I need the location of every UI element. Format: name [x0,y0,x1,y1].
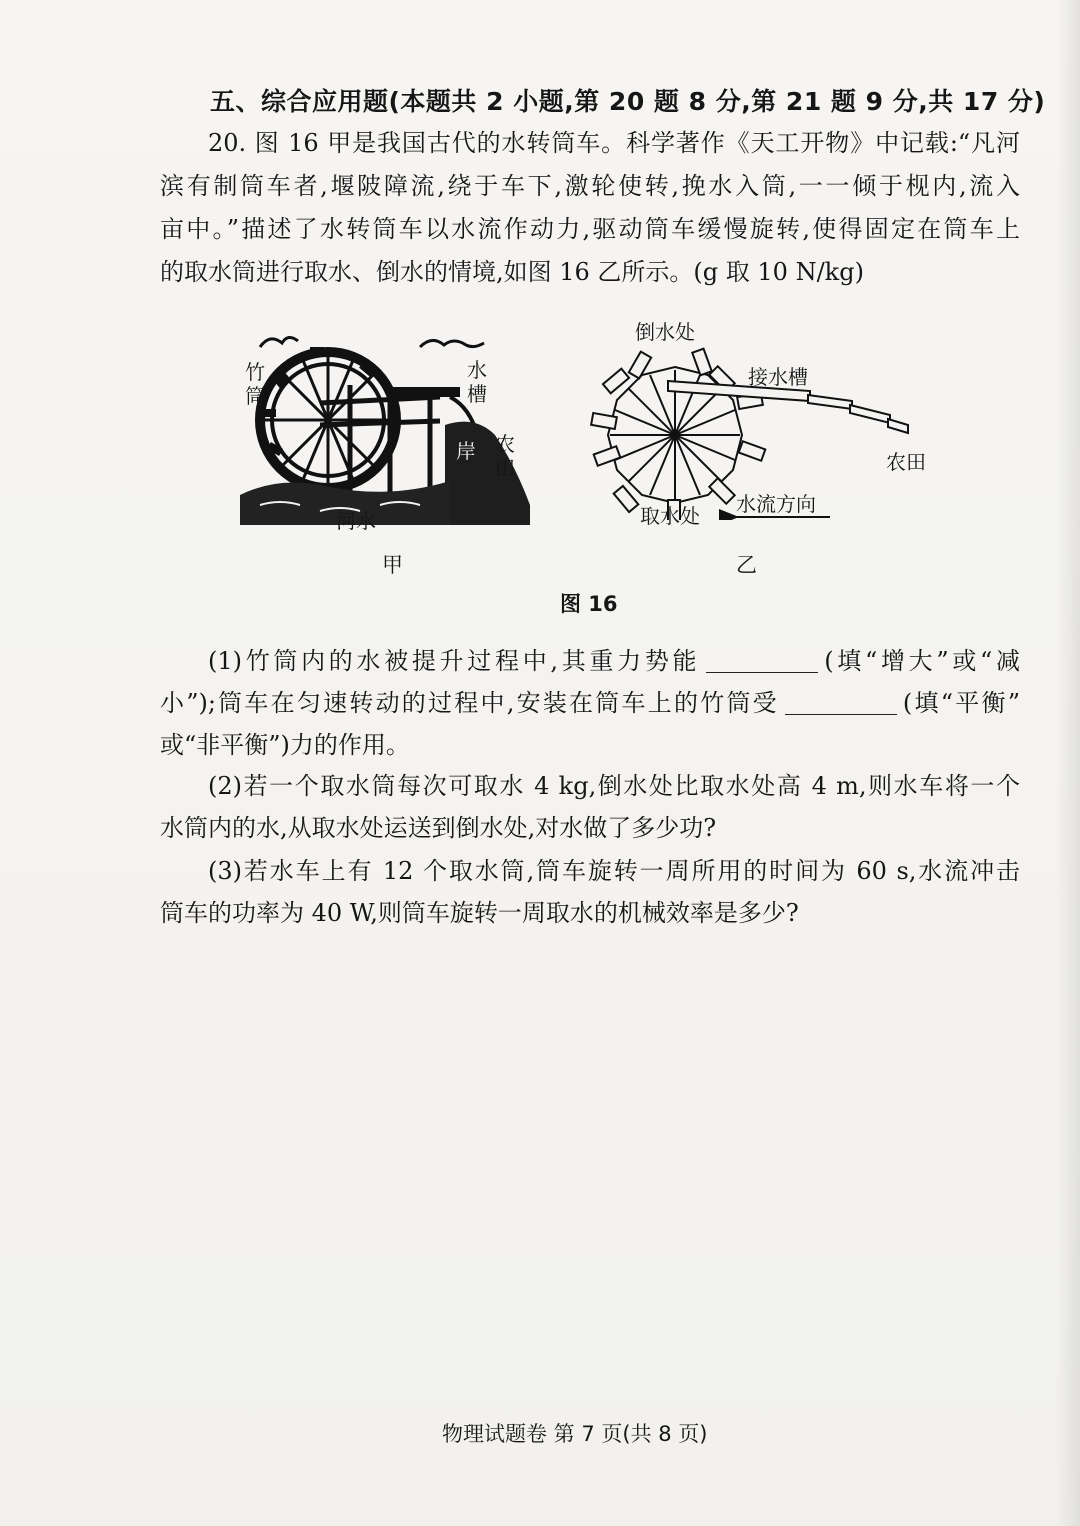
label-farmland-yi: 农田 [886,450,926,474]
sublabel-yi: 乙 [736,553,757,577]
page-edge-shadow [1056,0,1080,1526]
label-pour-point: 倒水处 [635,320,695,344]
label-flow-direction: 水流方向 [736,492,816,516]
intro-line-1: 20. 图 16 甲是我国古代的水转筒车。科学著作《天工开物》中记载:“凡河 [208,129,1020,157]
answer-blank-2[interactable] [785,690,897,715]
q1-line-1 [160,640,1020,682]
label-water-trough: 水槽 [467,358,487,406]
label-bamboo-tube: 竹筒 [245,360,265,408]
label-take-point: 取水处 [640,504,700,528]
q1-line1-text-b: (填“增大”或“减 [824,647,1021,675]
q1-line2-text-b: (填“平衡” [902,689,1020,717]
figure-caption: 图 16 [560,592,618,616]
label-farmland-jia: 农田 [495,432,515,480]
q1-line2-text-a: 小”);筒车在匀速转动的过程中,安装在筒车上的竹筒受 [160,689,779,717]
q1-line-2 [160,682,1020,724]
sublabel-jia: 甲 [382,553,403,577]
figure-jia-waterwheel [240,325,530,525]
q1-line1-text-a: (1)竹筒内的水被提升过程中,其重力势能 [208,647,701,675]
question-20-part-1 [160,640,1020,766]
intro-line-3: 亩中。”描述了水转筒车以水流作动力,驱动筒车缓慢旋转,使得固定在筒车上 [160,215,1020,243]
q3-line-1: (3)若水车上有 12 个取水筒,筒车旋转一周所用的时间为 60 s,水流冲击 [208,857,1020,885]
answer-blank-1[interactable] [706,648,818,673]
label-bank: 岸 [456,439,476,463]
intro-line-4: 的取水筒进行取水、倒水的情境,如图 16 乙所示。(g 取 10 N/kg) [160,258,864,286]
q2-line-1: (2)若一个取水筒每次可取水 4 kg,倒水处比取水处高 4 m,则水车将一个 [208,772,1020,800]
q1-line-3: 或“非平衡”)力的作用。 [160,731,410,759]
question-20-part-2 [160,765,1020,849]
page-footer: 物理试题卷 第 7 页(共 8 页) [442,1422,708,1446]
q3-line-2: 筒车的功率为 40 W,则筒车旋转一周取水的机械效率是多少? [160,899,799,927]
section-title: 五、综合应用题(本题共 2 小题,第 20 题 8 分,第 21 题 9 分,共 17 分) [210,87,1046,116]
label-receiving-trough: 接水槽 [748,365,808,389]
intro-line-2: 滨有制筒车者,堰陂障流,绕于车下,激轮使转,挽水入筒,一一倾于枧内,流入 [160,172,1020,200]
label-river-water: 河水 [336,509,376,533]
question-20-intro [160,122,1020,294]
question-20-part-3 [160,850,1020,934]
q2-line-2: 水筒内的水,从取水处运送到倒水处,对水做了多少功? [160,814,717,842]
